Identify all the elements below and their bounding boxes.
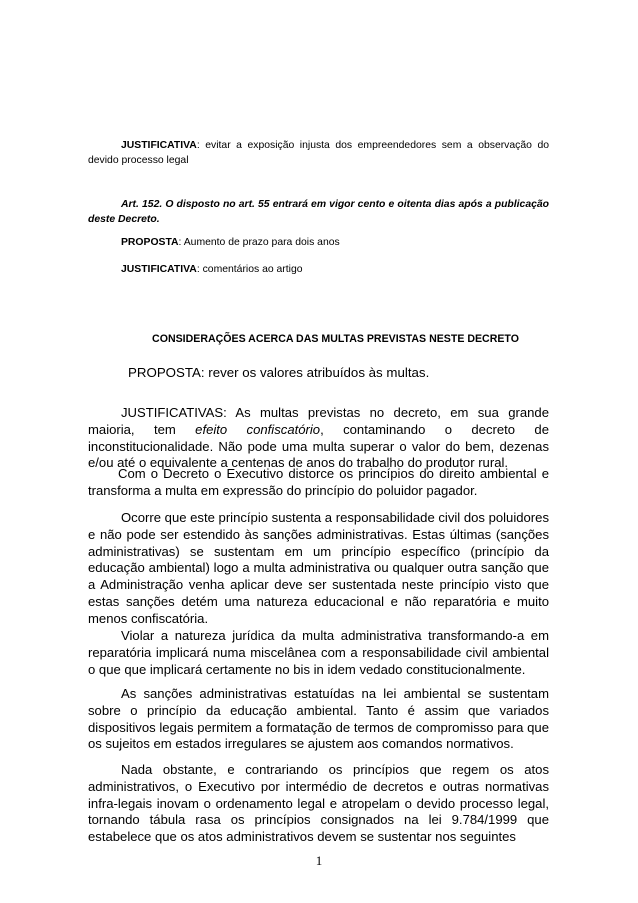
justificativa-text: : evitar a exposição injusta dos empreendedores sem a observação do devido processo legal (88, 140, 549, 166)
justificativa-paragraph-1 (88, 138, 549, 168)
paragraph-2: Com o Decreto o Executivo distorce os princípios do direito ambiental e transforma a multa em expressão do princípio do poluidor pagador. (88, 466, 549, 498)
paragraph-justificativas (88, 405, 549, 472)
proposta-label: PROPOSTA (121, 237, 179, 248)
section-heading: CONSIDERAÇÕES ACERCA DAS MULTAS PREVISTAS NESTE DECRETO (152, 333, 519, 345)
justificativa-label-2: JUSTIFICATIVA (121, 264, 197, 275)
proposta-text: : Aumento de prazo para dois anos (178, 237, 340, 248)
paragraph-3: Ocorre que este princípio sustenta a responsabilidade civil dos poluidores e não pode ser estendido às sanções administrativas. Estas últimas (sanções administrativas) se sustentam em um princípio específico (princípio da educação ambiental) logo a multa administrativa ou qualquer outra sanção que a Administração venha aplicar deve ser sustentada neste princípio visto que estas sanções detém uma natureza educacional e não reparatória e muito menos confiscatória. (88, 510, 549, 626)
paragraph-4: Violar a natureza jurídica da multa administrativa transformando-a em reparatória implicará numa miscelânea com a responsabilidade civil ambiental o que que implicará certamente no bis in idem vedado constitucionalmente. (88, 628, 549, 677)
paragraph-5: As sanções administrativas estatuídas na lei ambiental se sustentam sobre o princípio da educação ambiental. Tanto é assim que variados dispositivos legais permitem a formatação de termos de compromisso para que os sujeitos em estados irregulares se ajustem aos comandos normativos. (88, 686, 549, 752)
article-152: Art. 152. O disposto no art. 55 entrará em vigor cento e oitenta dias após a publicação deste Decreto. (88, 199, 549, 225)
page-number: 1 (315, 853, 323, 868)
proposta-multas: PROPOSTA: rever os valores atribuídos às multas. (128, 365, 430, 380)
p1-text-a: JUSTIFICATIVAS: As multas previstas no decreto, em sua grande maioria, tem (88, 405, 549, 437)
paragraph-6: Nada obstante, e contrariando os princípios que regem os atos administrativos, o Executivo por intermédio de decretos e outras normativas infra-legais inovam o ordenamento legal e atropelam o devido processo legal, tornando tábula rasa os princípios consignados na lei 9.784/1999 que estabelece que os atos administrativos devem se sustentar nos seguintes (88, 762, 549, 845)
justificativa-label: JUSTIFICATIVA (121, 140, 197, 151)
proposta-paragraph-1 (88, 235, 549, 250)
p1-italic: efeito confiscatório (195, 421, 321, 437)
p1-text-b: , contaminando o decreto de inconstitucionalidade. Não pode uma multa superar o valor do bem, dezenas e/ou até o equivalente a centenas de anos do trabalho do produtor rural. (88, 421, 549, 471)
justificativa-paragraph-2 (88, 262, 549, 277)
justificativa-text-2: : comentários ao artigo (196, 264, 303, 275)
